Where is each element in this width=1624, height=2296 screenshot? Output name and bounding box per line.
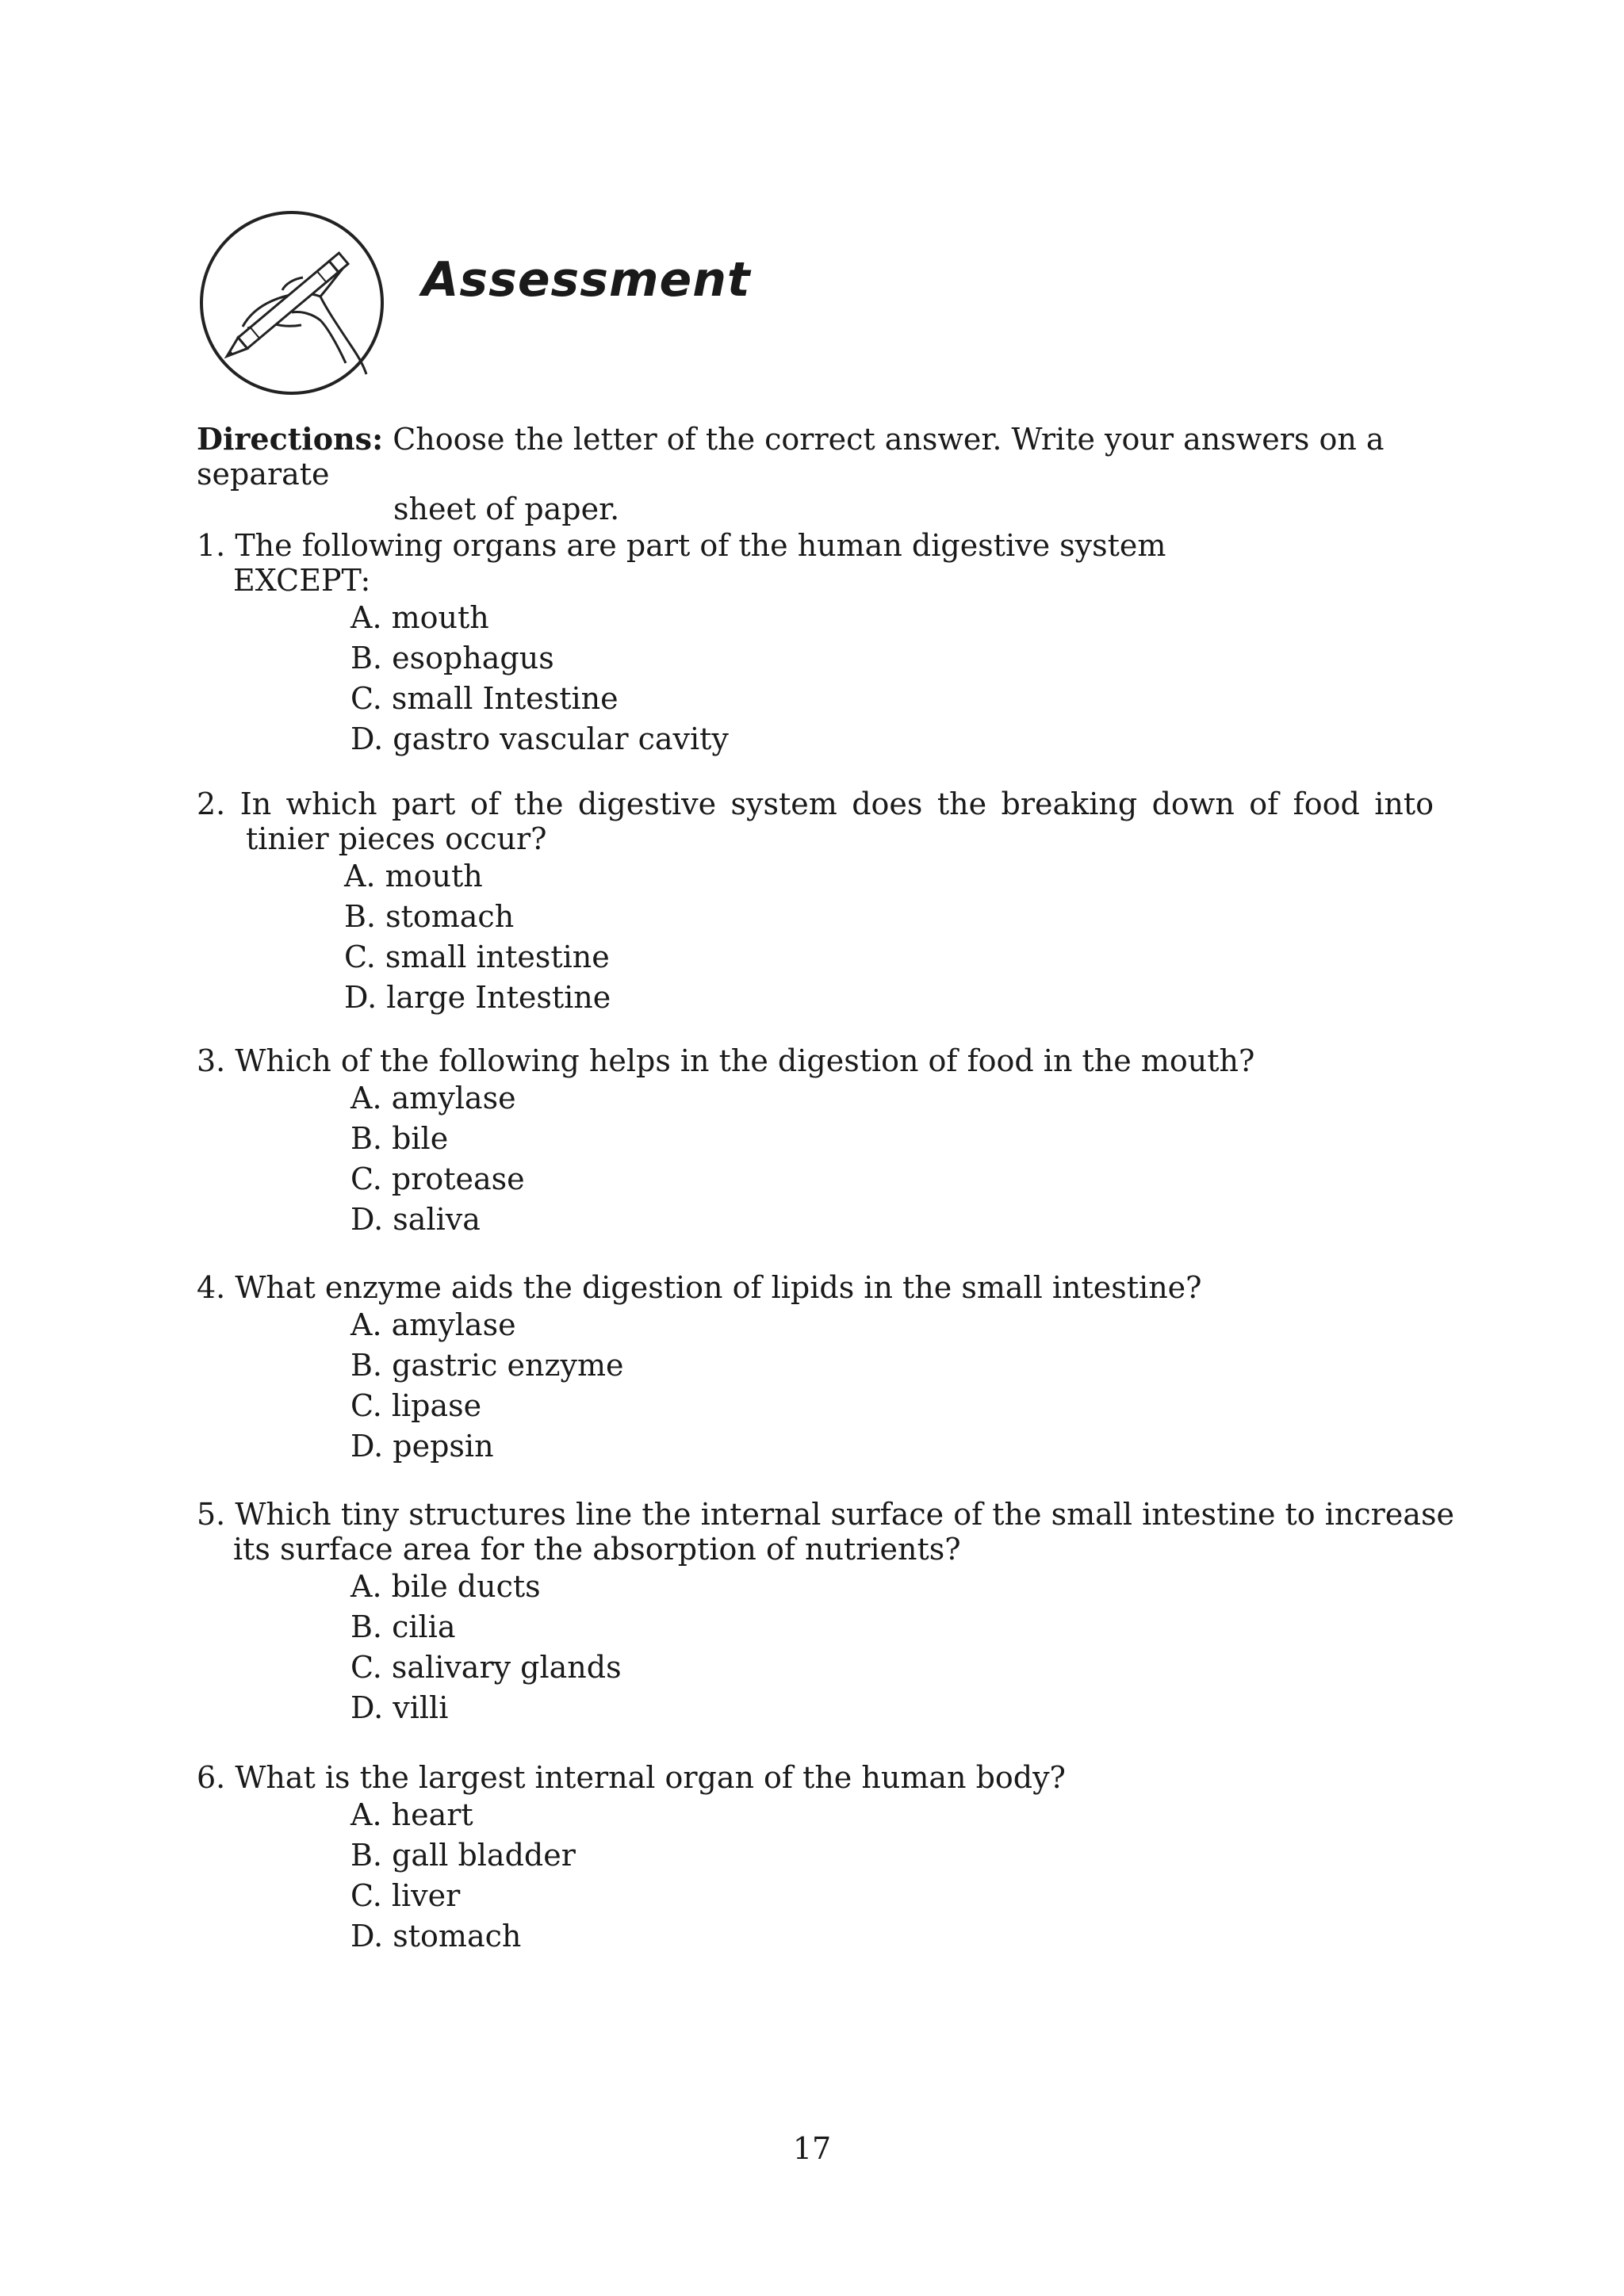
option-a: A. mouth bbox=[344, 859, 483, 894]
option-list bbox=[197, 1078, 1434, 1240]
option-d: D. villi bbox=[350, 1690, 449, 1725]
option-a: A. mouth bbox=[350, 600, 489, 635]
option-b: B. gall bladder bbox=[350, 1838, 576, 1873]
option-b: B. stomach bbox=[344, 899, 515, 934]
option-c: C. small Intestine bbox=[350, 681, 619, 716]
directions bbox=[197, 422, 1434, 526]
option-b: B. cilia bbox=[350, 1609, 456, 1644]
directions-text: Choose the letter of the correct answer. Write your answers on a separate bbox=[197, 422, 1385, 492]
directions-label: Directions: bbox=[197, 421, 384, 457]
option-c: C. salivary glands bbox=[350, 1650, 622, 1685]
question-text: 3. Which of the following helps in the digestion of food in the mouth? bbox=[197, 1043, 1255, 1078]
option-c: C. protease bbox=[350, 1161, 525, 1196]
option-c: C. lipase bbox=[350, 1388, 482, 1423]
option-b: B. gastric enzyme bbox=[350, 1348, 624, 1383]
directions-text-continued: sheet of paper. bbox=[393, 492, 620, 526]
question-5 bbox=[197, 1497, 1454, 1728]
option-d: D. saliva bbox=[350, 1202, 481, 1237]
question-1 bbox=[197, 528, 1434, 760]
question-2 bbox=[197, 786, 1434, 1018]
option-a: A. bile ducts bbox=[350, 1569, 541, 1604]
option-list bbox=[197, 598, 1434, 760]
option-list bbox=[197, 1795, 1434, 1957]
option-d: D. stomach bbox=[350, 1919, 522, 1954]
question-text: 2. In which part of the digestive system does the breaking down of food into tinier pieces occur? bbox=[197, 786, 1434, 856]
option-list bbox=[197, 856, 1434, 1018]
question-3 bbox=[197, 1043, 1434, 1240]
question-text: 1. The following organs are part of the human digestive system EXCEPT: bbox=[197, 528, 1166, 598]
option-b: B. esophagus bbox=[350, 641, 554, 675]
section-title: Assessment bbox=[422, 252, 751, 308]
hand-writing-pencil-icon bbox=[197, 208, 387, 398]
question-text: 6. What is the largest internal organ of the human body? bbox=[197, 1760, 1066, 1795]
option-c: C. liver bbox=[350, 1878, 461, 1913]
option-d: D. large Intestine bbox=[344, 980, 611, 1015]
question-text: 5. Which tiny structures line the internal surface of the small intestine to increase its surface area for the absorption of nutrients? bbox=[197, 1497, 1454, 1567]
option-c: C. small intestine bbox=[344, 939, 610, 974]
option-list bbox=[197, 1305, 1434, 1467]
option-d: D. gastro vascular cavity bbox=[350, 721, 729, 756]
option-a: A. amylase bbox=[350, 1307, 516, 1342]
option-list bbox=[197, 1567, 1434, 1728]
option-a: A. amylase bbox=[350, 1081, 516, 1115]
question-text: 4. What enzyme aids the digestion of lipids in the small intestine? bbox=[197, 1270, 1202, 1305]
option-b: B. bile bbox=[350, 1121, 449, 1156]
option-d: D. pepsin bbox=[350, 1429, 494, 1464]
question-6 bbox=[197, 1760, 1434, 1957]
question-4 bbox=[197, 1270, 1434, 1467]
option-a: A. heart bbox=[350, 1797, 473, 1832]
page-number: 17 bbox=[792, 2131, 832, 2166]
